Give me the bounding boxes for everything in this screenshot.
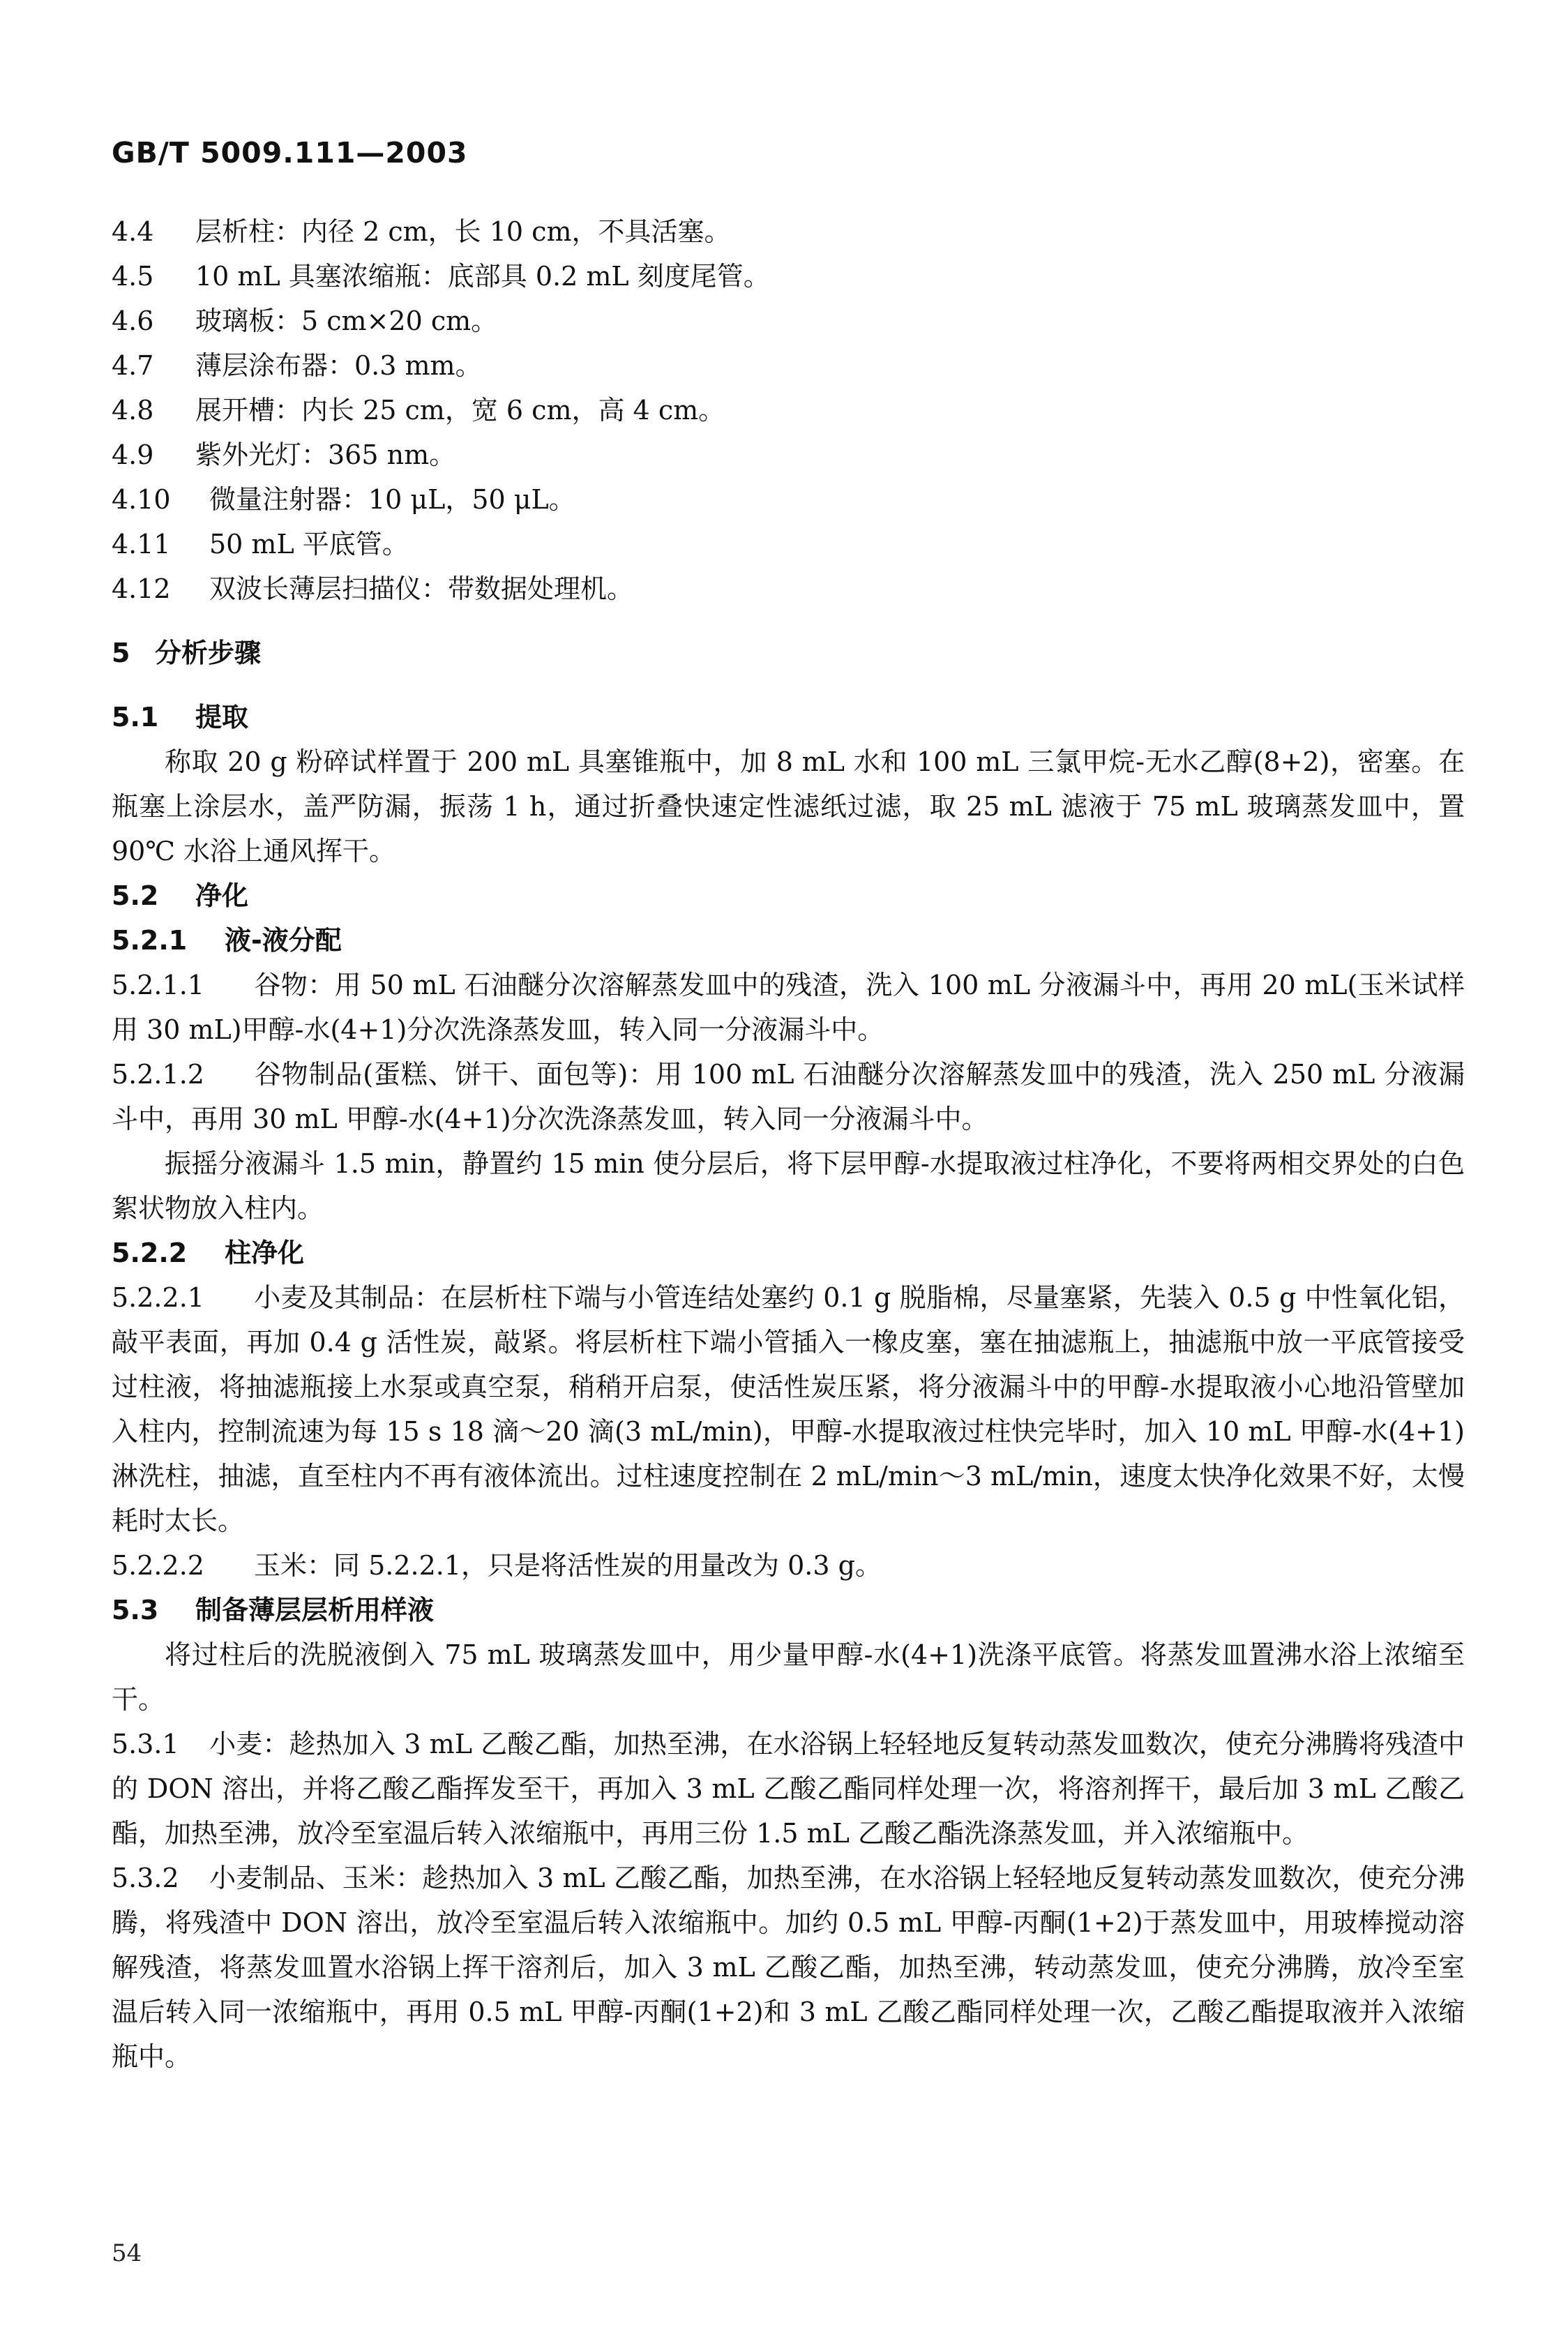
item-number: 4.4	[112, 216, 154, 247]
subsection-number: 5.1	[112, 702, 159, 732]
clause-text: 谷物制品(蛋糕、饼干、面包等)：用 100 mL 石油醚分次溶解蒸发皿中的残渣，洗入 250 mL 分液漏斗中，再用 30 mL 甲醇-水(4+1)分次洗涤蒸发皿，转入同一分液漏斗中。	[112, 1059, 1465, 1134]
clause-number: 5.3.2	[112, 1863, 179, 1893]
item-number: 4.10	[112, 484, 171, 515]
item-text: 双波长薄层扫描仪：带数据处理机。	[209, 573, 634, 604]
list-item	[112, 477, 1465, 522]
equipment-list	[112, 209, 1465, 611]
list-item	[112, 433, 1465, 477]
item-number: 4.6	[112, 306, 154, 336]
standard-code-header: GB/T 5009.111—2003	[112, 136, 468, 170]
item-text: 10 mL 具塞浓缩瓶：底部具 0.2 mL 刻度尾管。	[195, 261, 770, 292]
clause-number: 5.2.1.2	[112, 1059, 204, 1090]
subsection-heading	[112, 1588, 1465, 1632]
item-text: 薄层涂布器：0.3 mm。	[195, 350, 482, 381]
item-number: 4.11	[112, 529, 171, 559]
item-text: 微量注射器：10 μL，50 μL。	[209, 484, 575, 515]
item-number: 4.5	[112, 261, 154, 292]
clause-text: 小麦：趁热加入 3 mL 乙酸乙酯，加热至沸，在水浴锅上轻轻地反复转动蒸发皿数次，使充分沸腾将残渣中的 DON 溶出，并将乙酸乙酯挥发至干，再加入 3 mL 乙酸乙酯同样处理一次，将溶剂挥干，最后加 3 mL 乙酸乙酯，加热至沸，放冷至室温后转入浓缩瓶中，再用三份 1.5 mL 乙酸乙酯洗涤蒸发皿，并入浓缩瓶中。	[112, 1729, 1465, 1849]
item-text: 50 mL 平底管。	[209, 529, 409, 559]
subsection-heading	[112, 873, 1465, 918]
clause-text: 谷物：用 50 mL 石油醚分次溶解蒸发皿中的残渣，洗入 100 mL 分液漏斗中，再用 20 mL(玉米试样用 30 mL)甲醇-水(4+1)分次洗涤蒸发皿，转入同一分液漏斗中。	[112, 970, 1465, 1045]
item-text: 层析柱：内径 2 cm，长 10 cm，不具活塞。	[195, 216, 731, 247]
section-heading	[112, 631, 1465, 675]
item-text: 紫外光灯：365 nm。	[195, 440, 456, 470]
section-title: 分析步骤	[155, 638, 262, 668]
paragraph: 将过柱后的洗脱液倒入 75 mL 玻璃蒸发皿中，用少量甲醇-水(4+1)洗涤平底管。将蒸发皿置沸水浴上浓缩至干。	[112, 1639, 1465, 1715]
item-text: 玻璃板：5 cm×20 cm。	[195, 306, 498, 336]
list-item	[112, 388, 1465, 433]
item-number: 4.12	[112, 573, 171, 604]
subsection-title: 净化	[195, 880, 249, 911]
clause-number: 5.2.1.1	[112, 970, 204, 1000]
clause-paragraph	[112, 1543, 1465, 1588]
item-text: 展开槽：内长 25 cm，宽 6 cm，高 4 cm。	[195, 395, 725, 426]
list-item	[112, 343, 1465, 388]
clause-paragraph	[112, 963, 1465, 1052]
subsection-number: 5.3	[112, 1595, 159, 1625]
list-item	[112, 522, 1465, 566]
subsubsection-number: 5.2.2	[112, 1238, 188, 1268]
clause-number: 5.2.2.2	[112, 1550, 204, 1581]
list-item	[112, 209, 1465, 254]
subsubsection-heading	[112, 1231, 1465, 1275]
clause-text: 小麦制品、玉米：趁热加入 3 mL 乙酸乙酯，加热至沸，在水浴锅上轻轻地反复转动蒸发皿数次，使充分沸腾，将残渣中 DON 溶出，放冷至室温后转入浓缩瓶中。加约 0.5 mL 甲醇-丙酮(1+2)于蒸发皿中，用玻棒搅动溶解残渣，将蒸发皿置水浴锅上挥干溶剂后，加入 3 mL 乙酸乙酯，加热至沸，转动蒸发皿，使充分沸腾，放冷至室温后转入同一浓缩瓶中，再用 0.5 mL 甲醇-丙酮(1+2)和 3 mL 乙酸乙酯同样处理一次，乙酸乙酯提取液并入浓缩瓶中。	[112, 1863, 1465, 2072]
item-number: 4.9	[112, 440, 154, 470]
subsubsection-title: 柱净化	[225, 1238, 305, 1268]
subsection-heading	[112, 695, 1465, 739]
clause-text: 玉米：同 5.2.2.1，只是将活性炭的用量改为 0.3 g。	[254, 1550, 882, 1581]
subsection-title: 制备薄层层析用样液	[195, 1595, 435, 1625]
document-body	[112, 209, 1465, 2079]
list-item	[112, 566, 1465, 611]
clause-paragraph	[112, 1722, 1465, 1856]
list-item	[112, 299, 1465, 343]
clause-paragraph	[112, 1052, 1465, 1141]
clause-paragraph	[112, 1856, 1465, 2079]
clause-text: 小麦及其制品：在层析柱下端与小管连结处塞约 0.1 g 脱脂棉，尽量塞紧，先装入 0.5 g 中性氧化铝，敲平表面，再加 0.4 g 活性炭，敲紧。将层析柱下端小管插入一橡皮塞，塞在抽滤瓶上，抽滤瓶中放一平底管接受过柱液，将抽滤瓶接上水泵或真空泵，稍稍开启泵，使活性炭压紧，将分液漏斗中的甲醇-水提取液小心地沿管壁加入柱内，控制流速为每 15 s 18 滴～20 滴(3 mL/min)，甲醇-水提取液过柱快完毕时，加入 10 mL 甲醇-水(4+1)淋洗柱，抽滤，直至柱内不再有液体流出。过柱速度控制在 2 mL/min～3 mL/min，速度太快净化效果不好，太慢耗时太长。	[112, 1282, 1465, 1536]
clause-number: 5.2.2.1	[112, 1282, 204, 1313]
page-number: 54	[112, 2239, 142, 2267]
list-item	[112, 254, 1465, 299]
clause-number: 5.3.1	[112, 1729, 179, 1759]
clause-paragraph	[112, 1275, 1465, 1543]
paragraph: 振摇分液漏斗 1.5 min，静置约 15 min 使分层后，将下层甲醇-水提取液过柱净化，不要将两相交界处的白色絮状物放入柱内。	[112, 1148, 1465, 1224]
item-number: 4.7	[112, 350, 154, 381]
subsubsection-title: 液-液分配	[225, 925, 342, 956]
section-number: 5	[112, 638, 130, 668]
subsubsection-number: 5.2.1	[112, 925, 188, 956]
paragraph: 称取 20 g 粉碎试样置于 200 mL 具塞锥瓶中，加 8 mL 水和 100 mL 三氯甲烷-无水乙醇(8+2)，密塞。在瓶塞上涂层水，盖严防漏，振荡 1 h，通过折叠快速定性滤纸过滤，取 25 mL 滤液于 75 mL 玻璃蒸发皿中，置 90℃ 水浴上通风挥干。	[112, 746, 1465, 866]
subsection-title: 提取	[195, 702, 249, 732]
subsection-number: 5.2	[112, 880, 159, 911]
subsubsection-heading	[112, 918, 1465, 963]
item-number: 4.8	[112, 395, 154, 426]
